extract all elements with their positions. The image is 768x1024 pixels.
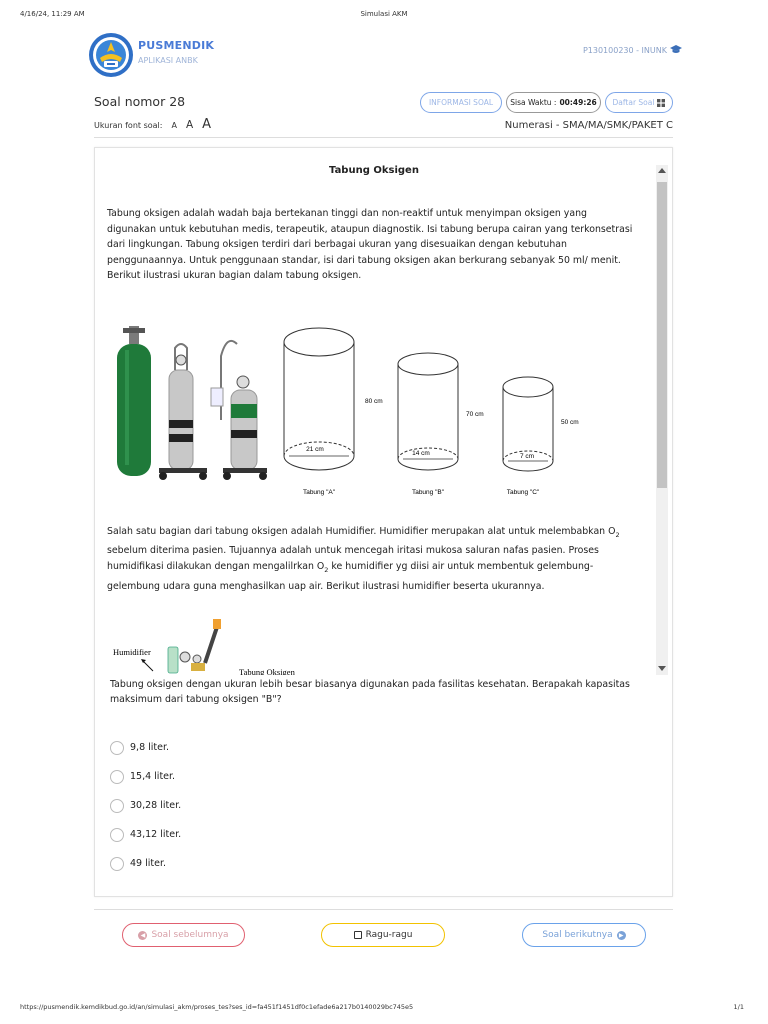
green-tank-photo — [117, 326, 151, 476]
cylinder-a-height: 80 cm — [365, 398, 383, 405]
print-url: https://pusmendik.kemdikbud.go.id/an/simulasi_akm/proses_tes?ses_id=fa451f1451df0c1efade6a217b0140029bc745e5 — [20, 1003, 414, 1011]
radio-button[interactable] — [110, 741, 124, 755]
tut-wuri-logo-icon — [88, 32, 134, 78]
timer-label: Sisa Waktu : — [510, 98, 557, 107]
answer-option-label: 43,12 liter. — [130, 829, 182, 840]
question-number: Soal nomor 28 — [94, 94, 186, 109]
previous-question-label: Soal sebelumnya — [151, 930, 229, 940]
print-title: Simulasi AKM — [360, 10, 408, 18]
cylinder-c-height: 50 cm — [561, 419, 579, 426]
question-card — [94, 147, 673, 897]
tank-label: Tabung Oksigen — [239, 667, 295, 677]
print-header — [0, 10, 768, 24]
header-divider — [94, 137, 673, 138]
radio-button[interactable] — [110, 857, 124, 871]
print-page-number: 1/1 — [733, 1003, 744, 1011]
answer-option-label: 30,28 liter. — [130, 800, 182, 811]
daftar-soal-button[interactable] — [605, 92, 673, 113]
cylinder-b — [398, 353, 484, 496]
timer-value: 00:49:26 — [559, 98, 597, 107]
next-question-button[interactable] — [522, 923, 646, 947]
cylinder-b-diameter: 14 cm — [412, 450, 430, 457]
timer-display — [506, 92, 601, 113]
answer-option-c[interactable] — [110, 791, 410, 820]
cylinder-b-label: Tabung "B" — [411, 489, 445, 496]
brand-name: PUSMENDIK — [138, 39, 215, 52]
checkbox-icon — [354, 931, 362, 939]
font-size-small-button[interactable]: A — [171, 121, 177, 130]
question-category: Numerasi - SMA/MA/SMK/PAKET C — [504, 120, 673, 131]
grid-icon — [657, 99, 665, 107]
ragu-ragu-button[interactable] — [321, 923, 445, 947]
stimulus-panel[interactable] — [95, 165, 655, 675]
answer-option-b[interactable] — [110, 762, 410, 791]
scroll-down-arrow-icon[interactable] — [658, 666, 666, 671]
app-header — [88, 30, 688, 80]
oxygen-tank-illustration — [103, 320, 643, 510]
cylinder-c-label: Tabung "C" — [506, 489, 540, 496]
cylinder-a-label: Tabung "A" — [302, 489, 336, 496]
answer-option-label: 9,8 liter. — [130, 742, 170, 753]
radio-button[interactable] — [110, 799, 124, 813]
answer-option-d[interactable] — [110, 820, 410, 849]
font-size-large-button[interactable]: A — [202, 117, 212, 132]
cylinder-c-diameter: 7 cm — [519, 453, 535, 460]
stimulus-paragraph-1: Tabung oksigen adalah wadah baja bertekanan tinggi dan non-reaktif untuk menyimpan oksigen yang digunakan untuk kebutuhan medis, terapeutik, ataupun diagnostik. Isi tabung berupa cairan yang terkonsetrasi dari lingkungan. Tabung oksigen terdiri dari berbagai ukuran yang disesuaikan dengan kebutuhan penggunaannya. Untuk penggunaan standar, isi dari tabung oksigen akan berkurang sebanyak 50 ml/ menit. Berikut ilustrasi ukuran bagian dalam tabung oksigen. — [107, 208, 633, 282]
brand-subtitle: APLIKASI ANBK — [138, 56, 198, 65]
stimulus-title: Tabung Oksigen — [329, 165, 419, 176]
cylinder-a-diameter: 21 cm — [306, 446, 324, 453]
silver-tank-photo — [159, 344, 207, 480]
humidifier-label: Humidifier — [113, 647, 151, 657]
info-soal-button[interactable] — [420, 92, 502, 113]
answer-option-e[interactable] — [110, 849, 410, 878]
question-text: Tabung oksigen dengan ukuran lebih besar biasanya digunakan pada fasilitas kesehatan. Berapakah kapasitas maksimum dari tabung oksigen "B"? — [110, 679, 630, 705]
small-tank-photo — [211, 341, 267, 480]
chevron-left-icon: ◀ — [138, 931, 147, 940]
graduation-cap-icon — [670, 45, 682, 55]
font-size-medium-button[interactable]: A — [185, 119, 194, 131]
cylinder-a — [284, 328, 383, 496]
font-size-label: Ukuran font soal: — [94, 121, 163, 130]
previous-question-button[interactable] — [122, 923, 245, 947]
stimulus-paragraph-2: Salah satu bagian dari tabung oksigen adalah Humidifier. Humidifier merupakan alat untuk melembabkan $O_2$ sebelum diterima pasien. Tujuannya adalah untuk mencegah iritasi mukosa saluran nafas pasien. Proses humidifikasi dilakukan dengan mengalilrkan $O_2$ ke humidifier yg diisi air untuk membentuk gelembung-gelembung udara guna menghasilkan uap air. Berikut ilustrasi humidifier beserta ukurannya. — [107, 526, 620, 592]
cylinder-b-height: 70 cm — [466, 411, 484, 418]
answer-options — [110, 733, 410, 878]
user-id-label: P130100230 - INUNK — [582, 45, 667, 55]
stimulus-scrollbar[interactable] — [656, 165, 668, 675]
info-soal-label: INFORMASI SOAL — [428, 98, 494, 107]
footer-divider — [94, 909, 673, 910]
print-date: 4/16/24, 11:29 AM — [20, 10, 85, 18]
scroll-thumb[interactable] — [657, 182, 667, 488]
answer-option-label: 15,4 liter. — [130, 771, 176, 782]
chevron-right-icon: ▶ — [617, 931, 626, 940]
next-question-label: Soal berikutnya — [542, 930, 613, 940]
cylinder-c — [503, 377, 579, 496]
daftar-soal-label: Daftar Soal — [612, 98, 655, 107]
user-info[interactable] — [583, 45, 682, 55]
font-size-control — [94, 117, 211, 132]
radio-button[interactable] — [110, 828, 124, 842]
answer-option-a[interactable] — [110, 733, 410, 762]
humidifier-illustration — [113, 617, 343, 675]
radio-button[interactable] — [110, 770, 124, 784]
answer-option-label: 49 liter. — [130, 858, 167, 869]
ragu-ragu-label: Ragu-ragu — [365, 930, 413, 940]
scroll-up-arrow-icon[interactable] — [658, 168, 666, 173]
